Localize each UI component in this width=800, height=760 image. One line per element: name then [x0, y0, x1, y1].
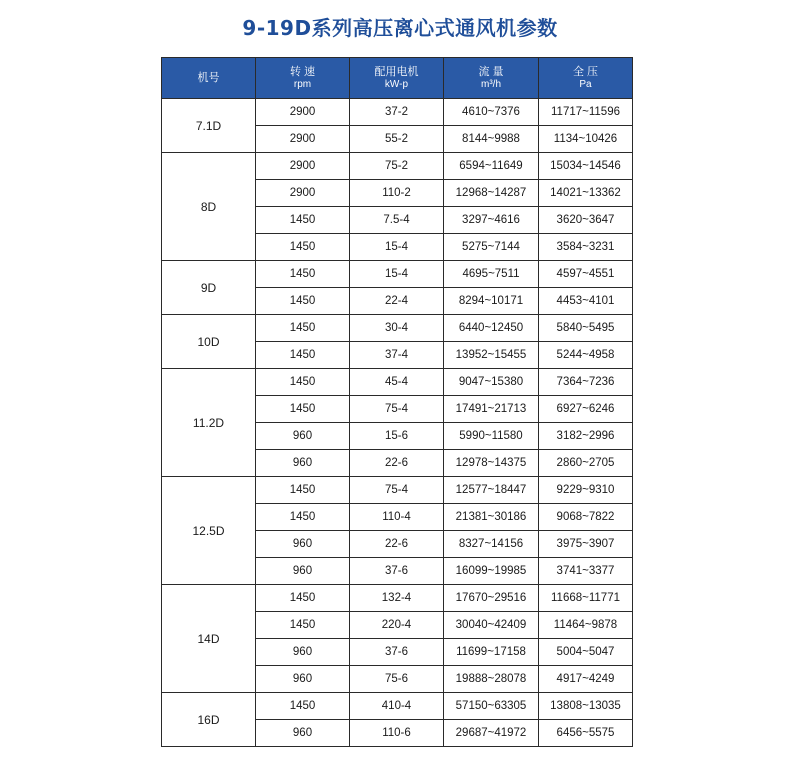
flow-cell: 4610~7376	[444, 99, 539, 126]
speed-cell: 1450	[256, 315, 350, 342]
table-row	[162, 99, 633, 126]
speed-cell: 2900	[256, 126, 350, 153]
motor-cell: 15-4	[350, 234, 444, 261]
motor-cell: 37-6	[350, 639, 444, 666]
header-motor: 配用电机 kW-p	[350, 58, 444, 99]
table-row	[162, 153, 633, 180]
speed-cell: 1450	[256, 261, 350, 288]
pressure-cell: 3584~3231	[539, 234, 633, 261]
pressure-cell: 4597~4551	[539, 261, 633, 288]
motor-cell: 15-4	[350, 261, 444, 288]
flow-cell: 29687~41972	[444, 720, 539, 747]
header-model: 机号	[162, 58, 256, 99]
pressure-cell: 13808~13035	[539, 693, 633, 720]
flow-cell: 17491~21713	[444, 396, 539, 423]
pressure-cell: 1134~10426	[539, 126, 633, 153]
header-pressure: 全 压 Pa	[539, 58, 633, 99]
pressure-cell: 11668~11771	[539, 585, 633, 612]
speed-cell: 960	[256, 558, 350, 585]
pressure-cell: 14021~13362	[539, 180, 633, 207]
header-speed: 转 速 rpm	[256, 58, 350, 99]
speed-cell: 2900	[256, 180, 350, 207]
flow-cell: 3297~4616	[444, 207, 539, 234]
pressure-cell: 5004~5047	[539, 639, 633, 666]
flow-cell: 12978~14375	[444, 450, 539, 477]
flow-cell: 6440~12450	[444, 315, 539, 342]
speed-cell: 1450	[256, 585, 350, 612]
flow-cell: 19888~28078	[444, 666, 539, 693]
flow-cell: 9047~15380	[444, 369, 539, 396]
pressure-cell: 3741~3377	[539, 558, 633, 585]
table-row	[162, 585, 633, 612]
flow-cell: 12968~14287	[444, 180, 539, 207]
flow-cell: 8144~9988	[444, 126, 539, 153]
flow-cell: 30040~42409	[444, 612, 539, 639]
flow-cell: 8294~10171	[444, 288, 539, 315]
motor-cell: 75-2	[350, 153, 444, 180]
motor-cell: 37-4	[350, 342, 444, 369]
motor-cell: 110-4	[350, 504, 444, 531]
speed-cell: 960	[256, 639, 350, 666]
pressure-cell: 2860~2705	[539, 450, 633, 477]
speed-cell: 1450	[256, 477, 350, 504]
flow-cell: 6594~11649	[444, 153, 539, 180]
speed-cell: 960	[256, 666, 350, 693]
motor-cell: 22-6	[350, 531, 444, 558]
flow-cell: 17670~29516	[444, 585, 539, 612]
speed-cell: 1450	[256, 693, 350, 720]
speed-cell: 1450	[256, 342, 350, 369]
motor-cell: 132-4	[350, 585, 444, 612]
flow-cell: 16099~19985	[444, 558, 539, 585]
pressure-cell: 6456~5575	[539, 720, 633, 747]
motor-cell: 220-4	[350, 612, 444, 639]
pressure-cell: 3975~3907	[539, 531, 633, 558]
table-row	[162, 315, 633, 342]
speed-cell: 2900	[256, 153, 350, 180]
speed-cell: 960	[256, 423, 350, 450]
page-title: 9-19D系列高压离心式通风机参数	[242, 16, 558, 40]
flow-cell: 57150~63305	[444, 693, 539, 720]
speed-cell: 1450	[256, 369, 350, 396]
table-row	[162, 693, 633, 720]
motor-cell: 22-4	[350, 288, 444, 315]
pressure-cell: 3620~3647	[539, 207, 633, 234]
pressure-cell: 3182~2996	[539, 423, 633, 450]
flow-cell: 13952~15455	[444, 342, 539, 369]
model-cell: 14D	[162, 585, 256, 693]
speed-cell: 2900	[256, 99, 350, 126]
table-row	[162, 477, 633, 504]
motor-cell: 55-2	[350, 126, 444, 153]
model-cell: 12.5D	[162, 477, 256, 585]
motor-cell: 110-6	[350, 720, 444, 747]
motor-cell: 45-4	[350, 369, 444, 396]
pressure-cell: 11717~11596	[539, 99, 633, 126]
header-flow: 流 量 m³/h	[444, 58, 539, 99]
model-cell: 8D	[162, 153, 256, 261]
flow-cell: 11699~17158	[444, 639, 539, 666]
speed-cell: 1450	[256, 504, 350, 531]
pressure-cell: 5840~5495	[539, 315, 633, 342]
table-row	[162, 261, 633, 288]
pressure-cell: 15034~14546	[539, 153, 633, 180]
speed-cell: 960	[256, 450, 350, 477]
speed-cell: 960	[256, 531, 350, 558]
model-cell: 7.1D	[162, 99, 256, 153]
pressure-cell: 4453~4101	[539, 288, 633, 315]
speed-cell: 1450	[256, 207, 350, 234]
pressure-cell: 5244~4958	[539, 342, 633, 369]
speed-cell: 1450	[256, 288, 350, 315]
speed-cell: 1450	[256, 234, 350, 261]
flow-cell: 12577~18447	[444, 477, 539, 504]
flow-cell: 5990~11580	[444, 423, 539, 450]
motor-cell: 22-6	[350, 450, 444, 477]
motor-cell: 37-2	[350, 99, 444, 126]
model-cell: 11.2D	[162, 369, 256, 477]
motor-cell: 75-6	[350, 666, 444, 693]
model-cell: 9D	[162, 261, 256, 315]
motor-cell: 75-4	[350, 477, 444, 504]
table-row	[162, 369, 633, 396]
pressure-cell: 7364~7236	[539, 369, 633, 396]
speed-cell: 1450	[256, 396, 350, 423]
motor-cell: 15-6	[350, 423, 444, 450]
pressure-cell: 11464~9878	[539, 612, 633, 639]
pressure-cell: 6927~6246	[539, 396, 633, 423]
flow-cell: 21381~30186	[444, 504, 539, 531]
fan-spec-table	[161, 57, 633, 747]
flow-cell: 5275~7144	[444, 234, 539, 261]
header-row	[162, 58, 633, 99]
model-cell: 10D	[162, 315, 256, 369]
flow-cell: 8327~14156	[444, 531, 539, 558]
speed-cell: 1450	[256, 612, 350, 639]
pressure-cell: 4917~4249	[539, 666, 633, 693]
motor-cell: 410-4	[350, 693, 444, 720]
motor-cell: 30-4	[350, 315, 444, 342]
motor-cell: 37-6	[350, 558, 444, 585]
model-cell: 16D	[162, 693, 256, 747]
pressure-cell: 9229~9310	[539, 477, 633, 504]
motor-cell: 7.5-4	[350, 207, 444, 234]
motor-cell: 75-4	[350, 396, 444, 423]
flow-cell: 4695~7511	[444, 261, 539, 288]
speed-cell: 960	[256, 720, 350, 747]
motor-cell: 110-2	[350, 180, 444, 207]
pressure-cell: 9068~7822	[539, 504, 633, 531]
